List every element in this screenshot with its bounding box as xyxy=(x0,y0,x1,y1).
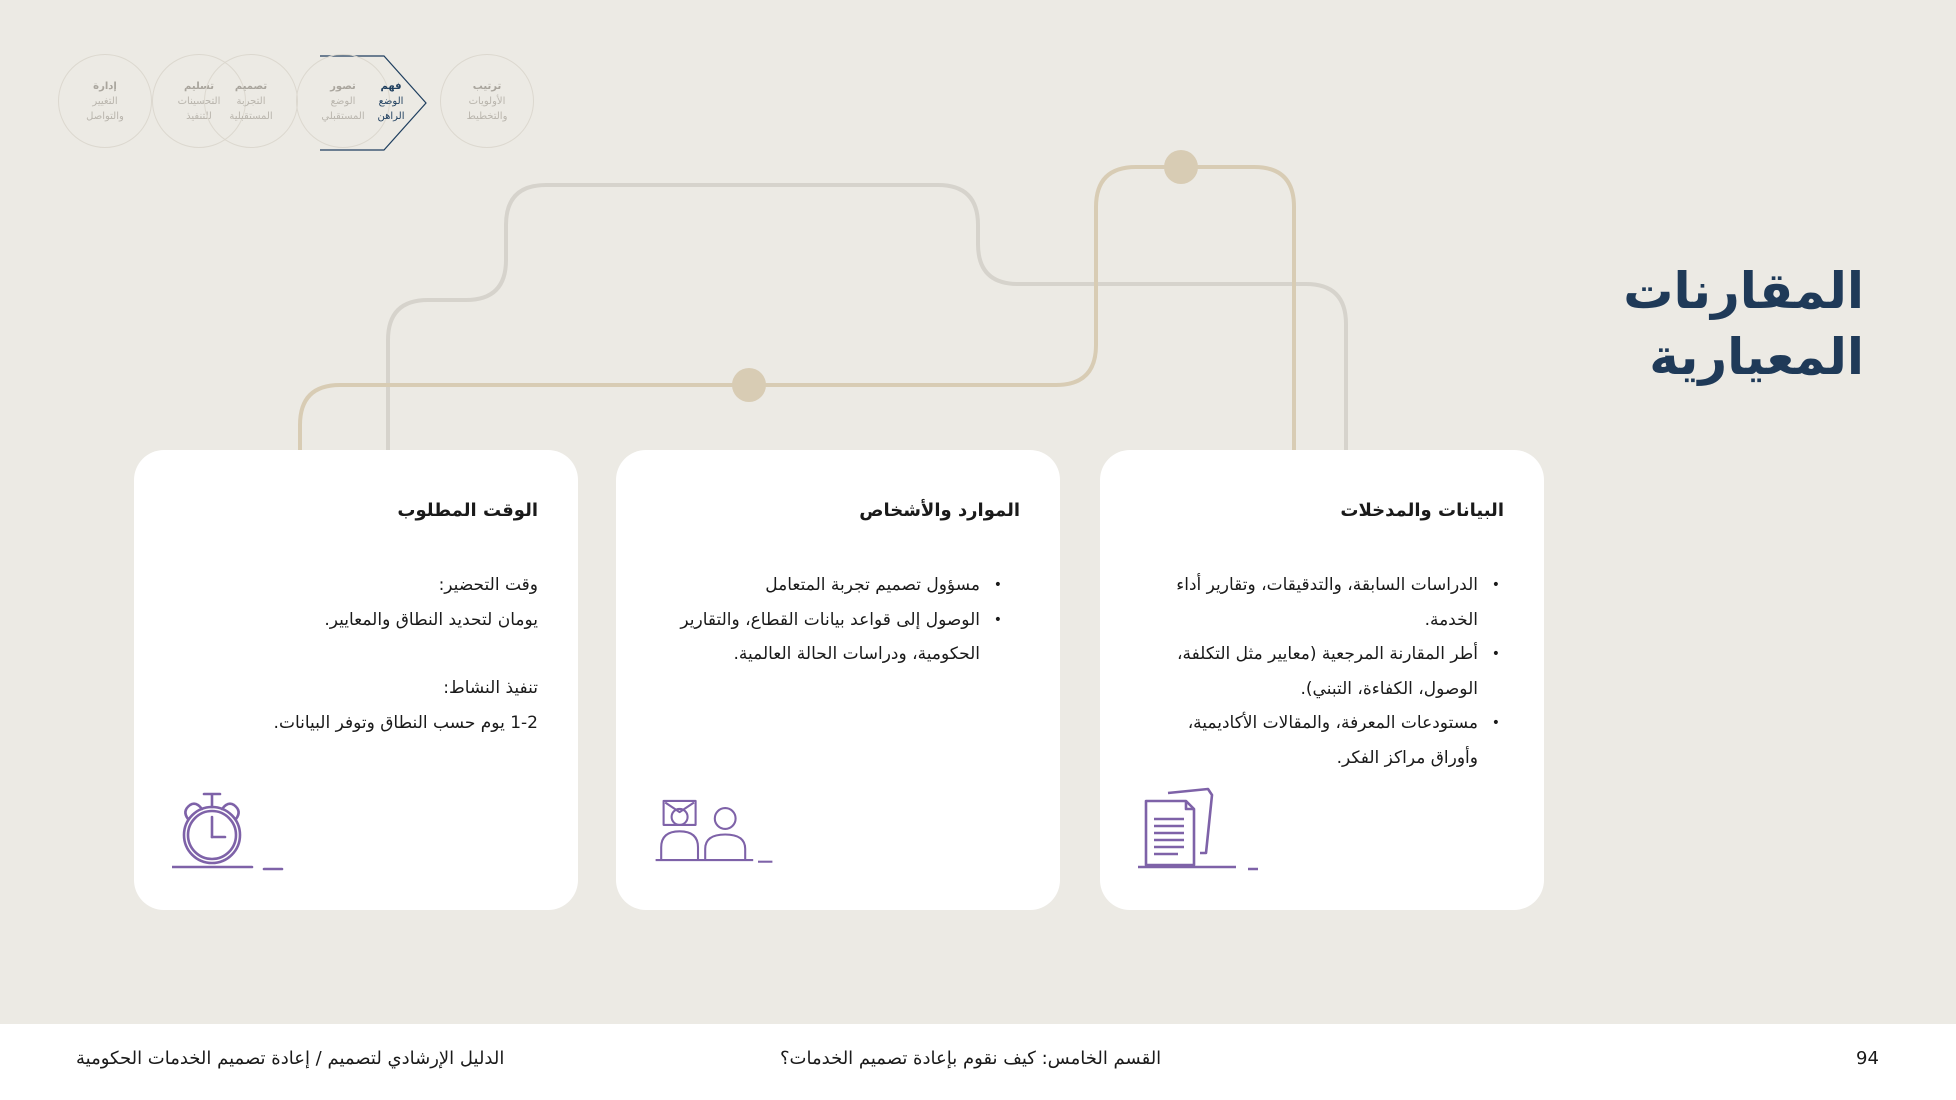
step-line: الراهن xyxy=(377,110,405,122)
footer-guide-title: الدليل الإرشادي لتصميم / إعادة تصميم الخدمات الحكومية xyxy=(76,1048,505,1069)
card-body xyxy=(1144,568,1504,775)
step-understand-current-state[interactable] xyxy=(344,54,438,148)
page-number: 94 xyxy=(1856,1048,1879,1069)
step-title: تصميم xyxy=(234,80,268,92)
execution-time-value: 1-2 يوم حسب النطاق وتوفر البيانات. xyxy=(273,712,538,733)
step-line: والتواصل xyxy=(86,110,124,122)
page-title-line: المقارنات xyxy=(1623,262,1864,320)
step-line: الوضع xyxy=(330,95,356,107)
bullet-item: • الوصول إلى قواعد بيانات القطاع، والتقارير الحكومية، ودراسات الحالة العالمية. xyxy=(650,603,980,672)
card-title: الموارد والأشخاص xyxy=(859,500,1020,521)
execution-time-label: تنفيذ النشاط: xyxy=(443,678,538,698)
card-title: الوقت المطلوب xyxy=(397,500,538,521)
stopwatch-icon xyxy=(172,785,292,880)
people-icon xyxy=(654,785,774,880)
step-title: فهم xyxy=(380,80,402,92)
bullet-item: • مستودعات المعرفة، والمقالات الأكاديمية، وأوراق مراكز الفكر. xyxy=(1144,706,1478,775)
step-title: تصور xyxy=(330,80,356,92)
step-line: والتخطيط xyxy=(466,110,508,122)
bullet-item: • الدراسات السابقة، والتدقيقات، وتقارير أداء الخدمة. xyxy=(1144,568,1478,637)
step-title: ترتيب xyxy=(472,80,502,92)
step-line: التحسينات xyxy=(177,95,221,107)
footer-section-title: القسم الخامس: كيف نقوم بإعادة تصميم الخدمات؟ xyxy=(780,1048,1162,1069)
footer xyxy=(0,1024,1956,1100)
card-title: البيانات والمدخلات xyxy=(1340,500,1504,521)
bullet-item: • مسؤول تصميم تجربة المتعامل xyxy=(650,568,980,603)
step-line: المستقبلية xyxy=(229,110,273,122)
step-line: التغيير xyxy=(92,95,118,107)
step-change-management[interactable] xyxy=(58,54,152,148)
connector-line-gray-1 xyxy=(388,185,1346,450)
card-data-inputs xyxy=(1100,450,1544,910)
card-body xyxy=(168,568,538,740)
card-time-required xyxy=(134,450,578,910)
step-design-future-experience[interactable] xyxy=(204,54,298,148)
step-line: الأولويات xyxy=(468,95,506,107)
step-title: إدارة xyxy=(93,80,117,92)
connector-dot-1 xyxy=(1164,150,1198,184)
documents-icon xyxy=(1138,785,1258,880)
card-body xyxy=(650,568,1006,672)
connector-line-tan-1 xyxy=(300,167,1294,450)
step-line: الوضع xyxy=(378,95,404,107)
bullet-item: • أطر المقارنة المرجعية (معايير مثل التكلفة، الوصول، الكفاءة، التبني). xyxy=(1144,637,1478,706)
connector-dot-2 xyxy=(732,368,766,402)
step-title: تسليم xyxy=(184,80,214,92)
page-title xyxy=(1623,258,1864,390)
card-resources-people xyxy=(616,450,1060,910)
prep-time-label: وقت التحضير: xyxy=(438,575,538,595)
step-line: المستقبلي xyxy=(321,110,365,122)
page-title-line: المعيارية xyxy=(1649,328,1864,386)
step-line: للتنفيذ xyxy=(186,110,212,122)
prep-time-value: يومان لتحديد النطاق والمعايير. xyxy=(324,609,538,630)
step-line: التجربة xyxy=(236,95,266,107)
step-prioritize-plan[interactable] xyxy=(440,54,534,148)
